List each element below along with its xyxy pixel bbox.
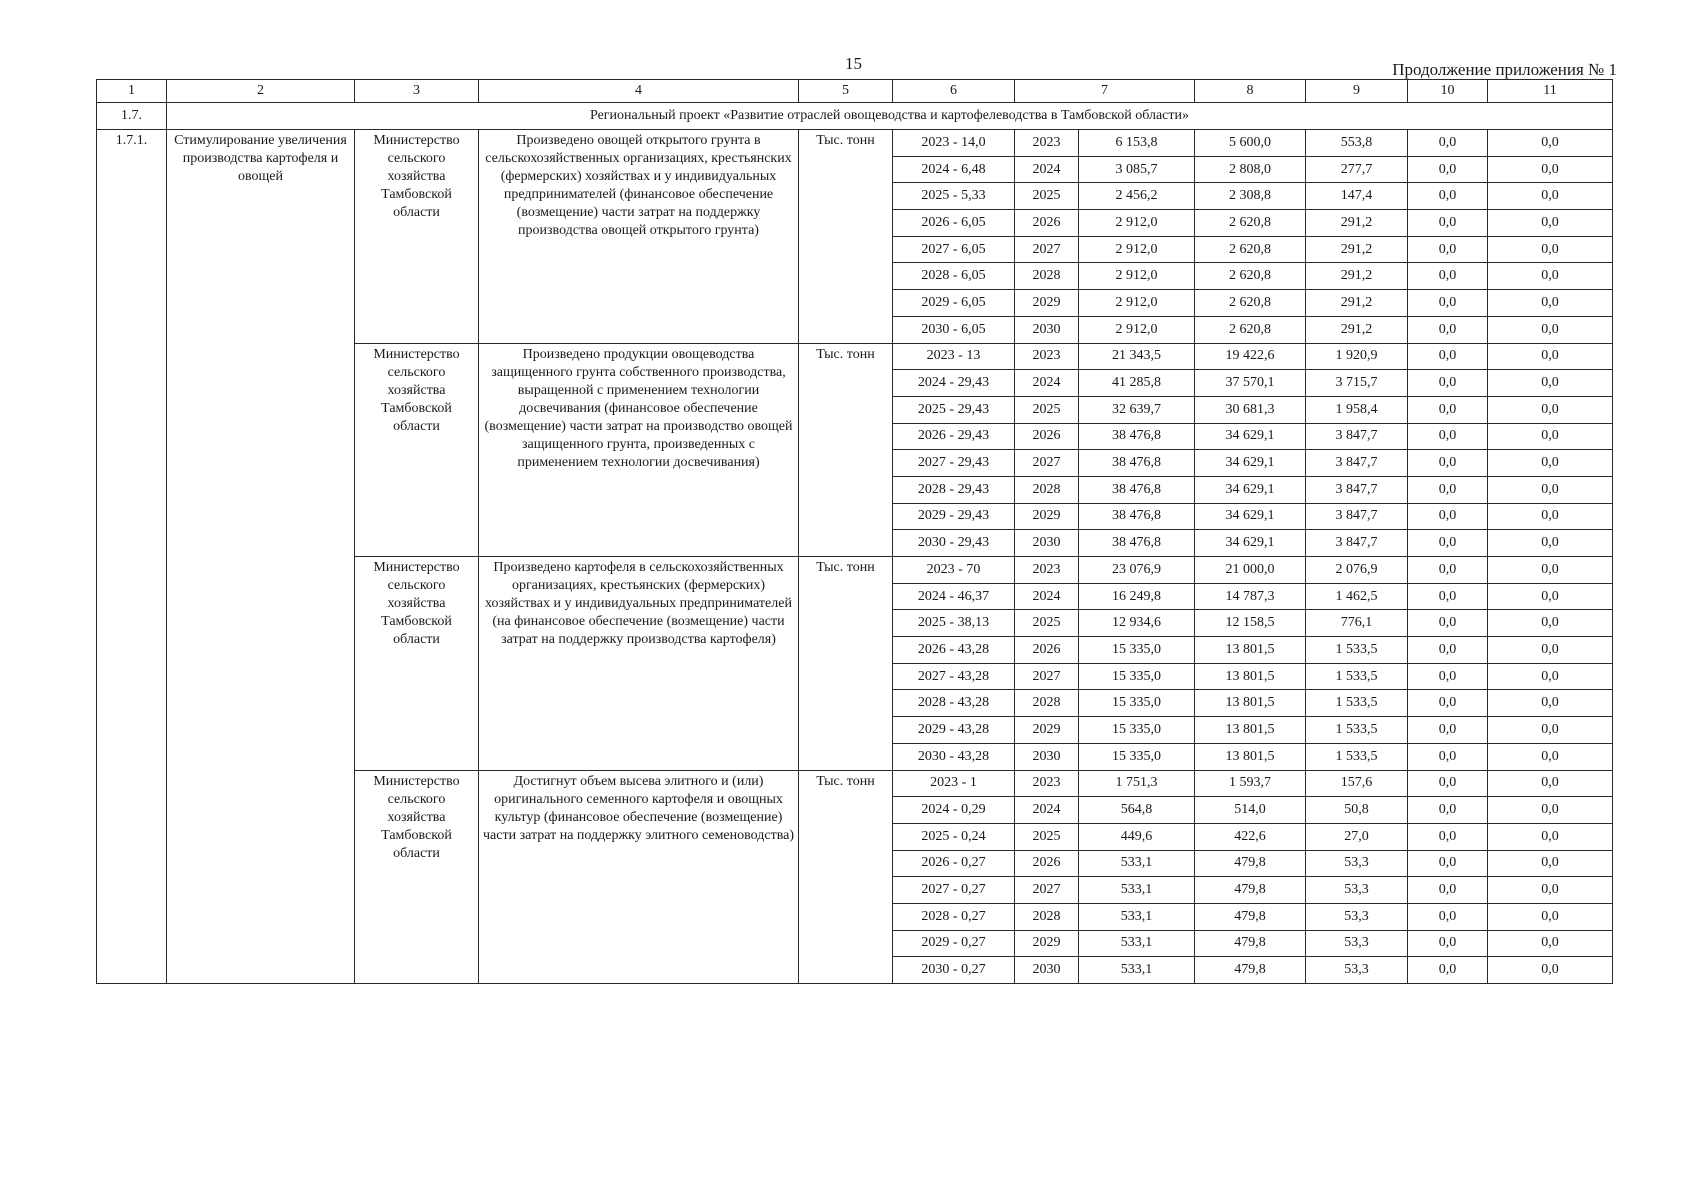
regional-cell: 1 920,9 [1306,343,1408,370]
target-cell: 2030 - 43,28 [893,743,1015,770]
year-cell: 2026 [1015,423,1079,450]
total-cell: 533,1 [1079,877,1195,904]
total-cell: 12 934,6 [1079,610,1195,637]
local-cell: 0,0 [1408,156,1488,183]
other-cell: 0,0 [1488,476,1613,503]
section-row [97,103,1613,130]
target-cell: 2025 - 0,24 [893,823,1015,850]
federal-cell: 37 570,1 [1195,370,1306,397]
continuation-label: Продолжение приложения № 1 [1392,60,1617,79]
other-cell: 0,0 [1488,690,1613,717]
year-cell: 2023 [1015,343,1079,370]
other-cell: 0,0 [1488,743,1613,770]
federal-cell: 479,8 [1195,877,1306,904]
local-cell: 0,0 [1408,396,1488,423]
executor-cell: Министерство сельского хозяйства Тамбовской области [355,557,479,771]
target-cell: 2024 - 6,48 [893,156,1015,183]
program-table [96,79,1613,984]
other-cell: 0,0 [1488,850,1613,877]
target-cell: 2023 - 13 [893,343,1015,370]
year-cell: 2023 [1015,557,1079,584]
local-cell: 0,0 [1408,316,1488,343]
total-cell: 38 476,8 [1079,450,1195,477]
local-cell: 0,0 [1408,797,1488,824]
indicator-cell: Достигнут объем высева элитного и (или) оригинального семенного картофеля и овощных культур (финансовое обеспечение (возмещение) части затрат на поддержку элитного семеноводства) [479,770,799,984]
year-cell: 2023 [1015,770,1079,797]
total-cell: 533,1 [1079,850,1195,877]
total-cell: 15 335,0 [1079,663,1195,690]
target-cell: 2030 - 29,43 [893,530,1015,557]
unit-cell: Тыс. тонн [799,770,893,984]
local-cell: 0,0 [1408,583,1488,610]
federal-cell: 2 620,8 [1195,236,1306,263]
year-cell: 2029 [1015,930,1079,957]
other-cell: 0,0 [1488,770,1613,797]
federal-cell: 34 629,1 [1195,476,1306,503]
federal-cell: 14 787,3 [1195,583,1306,610]
year-cell: 2028 [1015,263,1079,290]
year-cell: 2027 [1015,877,1079,904]
federal-cell: 514,0 [1195,797,1306,824]
other-cell: 0,0 [1488,316,1613,343]
total-cell: 16 249,8 [1079,583,1195,610]
regional-cell: 291,2 [1306,263,1408,290]
year-cell: 2026 [1015,850,1079,877]
federal-cell: 2 620,8 [1195,210,1306,237]
other-cell: 0,0 [1488,823,1613,850]
header-cell: 3 [355,80,479,103]
year-cell: 2024 [1015,583,1079,610]
local-cell: 0,0 [1408,343,1488,370]
federal-cell: 479,8 [1195,850,1306,877]
year-cell: 2026 [1015,210,1079,237]
target-cell: 2026 - 0,27 [893,850,1015,877]
unit-cell: Тыс. тонн [799,343,893,557]
local-cell: 0,0 [1408,530,1488,557]
item-name: Стимулирование увеличения производства картофеля и овощей [167,130,355,984]
local-cell: 0,0 [1408,610,1488,637]
regional-cell: 53,3 [1306,850,1408,877]
total-cell: 564,8 [1079,797,1195,824]
federal-cell: 422,6 [1195,823,1306,850]
federal-cell: 13 801,5 [1195,663,1306,690]
local-cell: 0,0 [1408,236,1488,263]
executor-cell: Министерство сельского хозяйства Тамбовской области [355,770,479,984]
federal-cell: 479,8 [1195,903,1306,930]
total-cell: 15 335,0 [1079,637,1195,664]
other-cell: 0,0 [1488,637,1613,664]
total-cell: 38 476,8 [1079,530,1195,557]
regional-cell: 2 076,9 [1306,557,1408,584]
local-cell: 0,0 [1408,690,1488,717]
year-cell: 2024 [1015,370,1079,397]
federal-cell: 13 801,5 [1195,743,1306,770]
indicator-cell: Произведено продукции овощеводства защищенного грунта собственного производства, выращенной с применением технологии досвечивания (финансовое обеспечение (возмещение) части затрат на производство овощей защищенного грунта, произведенных с применением технологии досвечивания) [479,343,799,557]
total-cell: 38 476,8 [1079,503,1195,530]
header-cell: 1 [97,80,167,103]
total-cell: 2 912,0 [1079,210,1195,237]
target-cell: 2027 - 0,27 [893,877,1015,904]
local-cell: 0,0 [1408,503,1488,530]
year-cell: 2030 [1015,316,1079,343]
total-cell: 2 912,0 [1079,316,1195,343]
year-cell: 2028 [1015,903,1079,930]
header-cell: 8 [1195,80,1306,103]
local-cell: 0,0 [1408,637,1488,664]
total-cell: 38 476,8 [1079,423,1195,450]
total-cell: 2 912,0 [1079,236,1195,263]
year-cell: 2028 [1015,690,1079,717]
other-cell: 0,0 [1488,210,1613,237]
year-cell: 2023 [1015,130,1079,157]
other-cell: 0,0 [1488,610,1613,637]
federal-cell: 2 620,8 [1195,263,1306,290]
federal-cell: 34 629,1 [1195,450,1306,477]
local-cell: 0,0 [1408,210,1488,237]
target-cell: 2030 - 0,27 [893,957,1015,984]
total-cell: 23 076,9 [1079,557,1195,584]
total-cell: 15 335,0 [1079,743,1195,770]
year-cell: 2030 [1015,530,1079,557]
regional-cell: 1 958,4 [1306,396,1408,423]
federal-cell: 2 808,0 [1195,156,1306,183]
federal-cell: 479,8 [1195,957,1306,984]
total-cell: 3 085,7 [1079,156,1195,183]
other-cell: 0,0 [1488,370,1613,397]
regional-cell: 1 533,5 [1306,637,1408,664]
target-cell: 2025 - 29,43 [893,396,1015,423]
federal-cell: 34 629,1 [1195,423,1306,450]
header-cell: 5 [799,80,893,103]
other-cell: 0,0 [1488,263,1613,290]
total-cell: 15 335,0 [1079,690,1195,717]
total-cell: 2 456,2 [1079,183,1195,210]
header-row [97,80,1613,103]
year-cell: 2024 [1015,797,1079,824]
other-cell: 0,0 [1488,343,1613,370]
other-cell: 0,0 [1488,583,1613,610]
regional-cell: 1 533,5 [1306,717,1408,744]
federal-cell: 2 308,8 [1195,183,1306,210]
federal-cell: 34 629,1 [1195,503,1306,530]
target-cell: 2023 - 14,0 [893,130,1015,157]
target-cell: 2029 - 6,05 [893,290,1015,317]
total-cell: 533,1 [1079,903,1195,930]
target-cell: 2030 - 6,05 [893,316,1015,343]
year-cell: 2029 [1015,503,1079,530]
indicator-cell: Произведено овощей открытого грунта в сельскохозяйственных организациях, крестьянских (фермерских) хозяйствах и у индивидуальных предпринимателей (финансовое обеспечение (возмещение) части затрат на поддержку производства овощей открытого грунта) [479,130,799,344]
header-cell: 10 [1408,80,1488,103]
year-cell: 2026 [1015,637,1079,664]
table-row [97,130,1613,157]
target-cell: 2028 - 0,27 [893,903,1015,930]
other-cell: 0,0 [1488,396,1613,423]
local-cell: 0,0 [1408,903,1488,930]
regional-cell: 3 847,7 [1306,450,1408,477]
regional-cell: 53,3 [1306,903,1408,930]
other-cell: 0,0 [1488,957,1613,984]
other-cell: 0,0 [1488,557,1613,584]
regional-cell: 3 847,7 [1306,423,1408,450]
other-cell: 0,0 [1488,930,1613,957]
local-cell: 0,0 [1408,290,1488,317]
other-cell: 0,0 [1488,903,1613,930]
target-cell: 2026 - 29,43 [893,423,1015,450]
federal-cell: 1 593,7 [1195,770,1306,797]
other-cell: 0,0 [1488,877,1613,904]
federal-cell: 479,8 [1195,930,1306,957]
regional-cell: 291,2 [1306,236,1408,263]
regional-cell: 1 533,5 [1306,743,1408,770]
regional-cell: 3 715,7 [1306,370,1408,397]
target-cell: 2027 - 43,28 [893,663,1015,690]
header-cell: 6 [893,80,1015,103]
federal-cell: 2 620,8 [1195,290,1306,317]
regional-cell: 53,3 [1306,930,1408,957]
regional-cell: 147,4 [1306,183,1408,210]
year-cell: 2025 [1015,823,1079,850]
regional-cell: 291,2 [1306,316,1408,343]
section-title: Региональный проект «Развитие отраслей овощеводства и картофелеводства в Тамбовской области» [167,103,1613,130]
target-cell: 2028 - 43,28 [893,690,1015,717]
unit-cell: Тыс. тонн [799,130,893,344]
other-cell: 0,0 [1488,183,1613,210]
regional-cell: 291,2 [1306,210,1408,237]
local-cell: 0,0 [1408,370,1488,397]
federal-cell: 30 681,3 [1195,396,1306,423]
target-cell: 2026 - 6,05 [893,210,1015,237]
target-cell: 2027 - 6,05 [893,236,1015,263]
target-cell: 2026 - 43,28 [893,637,1015,664]
section-code: 1.7. [97,103,167,130]
target-cell: 2029 - 43,28 [893,717,1015,744]
other-cell: 0,0 [1488,503,1613,530]
other-cell: 0,0 [1488,156,1613,183]
year-cell: 2025 [1015,610,1079,637]
federal-cell: 13 801,5 [1195,637,1306,664]
regional-cell: 277,7 [1306,156,1408,183]
total-cell: 15 335,0 [1079,717,1195,744]
year-cell: 2028 [1015,476,1079,503]
regional-cell: 1 533,5 [1306,690,1408,717]
executor-cell: Министерство сельского хозяйства Тамбовской области [355,130,479,344]
target-cell: 2024 - 29,43 [893,370,1015,397]
year-cell: 2027 [1015,236,1079,263]
total-cell: 6 153,8 [1079,130,1195,157]
unit-cell: Тыс. тонн [799,557,893,771]
regional-cell: 53,3 [1306,957,1408,984]
regional-cell: 27,0 [1306,823,1408,850]
year-cell: 2024 [1015,156,1079,183]
header-cell: 11 [1488,80,1613,103]
local-cell: 0,0 [1408,450,1488,477]
total-cell: 38 476,8 [1079,476,1195,503]
regional-cell: 776,1 [1306,610,1408,637]
local-cell: 0,0 [1408,877,1488,904]
header-cell: 2 [167,80,355,103]
local-cell: 0,0 [1408,423,1488,450]
local-cell: 0,0 [1408,717,1488,744]
local-cell: 0,0 [1408,130,1488,157]
target-cell: 2027 - 29,43 [893,450,1015,477]
federal-cell: 2 620,8 [1195,316,1306,343]
target-cell: 2025 - 38,13 [893,610,1015,637]
other-cell: 0,0 [1488,290,1613,317]
federal-cell: 5 600,0 [1195,130,1306,157]
target-cell: 2029 - 29,43 [893,503,1015,530]
total-cell: 1 751,3 [1079,770,1195,797]
other-cell: 0,0 [1488,423,1613,450]
local-cell: 0,0 [1408,263,1488,290]
year-cell: 2027 [1015,450,1079,477]
other-cell: 0,0 [1488,663,1613,690]
regional-cell: 53,3 [1306,877,1408,904]
target-cell: 2024 - 0,29 [893,797,1015,824]
target-cell: 2029 - 0,27 [893,930,1015,957]
header-cell: 7 [1015,80,1195,103]
executor-cell: Министерство сельского хозяйства Тамбовской области [355,343,479,557]
other-cell: 0,0 [1488,717,1613,744]
target-cell: 2028 - 6,05 [893,263,1015,290]
local-cell: 0,0 [1408,476,1488,503]
total-cell: 41 285,8 [1079,370,1195,397]
target-cell: 2023 - 1 [893,770,1015,797]
local-cell: 0,0 [1408,770,1488,797]
federal-cell: 13 801,5 [1195,690,1306,717]
local-cell: 0,0 [1408,743,1488,770]
local-cell: 0,0 [1408,957,1488,984]
total-cell: 21 343,5 [1079,343,1195,370]
total-cell: 32 639,7 [1079,396,1195,423]
regional-cell: 553,8 [1306,130,1408,157]
total-cell: 2 912,0 [1079,290,1195,317]
year-cell: 2027 [1015,663,1079,690]
other-cell: 0,0 [1488,236,1613,263]
local-cell: 0,0 [1408,183,1488,210]
other-cell: 0,0 [1488,797,1613,824]
regional-cell: 50,8 [1306,797,1408,824]
total-cell: 533,1 [1079,957,1195,984]
total-cell: 2 912,0 [1079,263,1195,290]
regional-cell: 157,6 [1306,770,1408,797]
header-cell: 9 [1306,80,1408,103]
target-cell: 2028 - 29,43 [893,476,1015,503]
federal-cell: 13 801,5 [1195,717,1306,744]
target-cell: 2024 - 46,37 [893,583,1015,610]
regional-cell: 291,2 [1306,290,1408,317]
year-cell: 2029 [1015,290,1079,317]
year-cell: 2030 [1015,957,1079,984]
other-cell: 0,0 [1488,530,1613,557]
regional-cell: 3 847,7 [1306,476,1408,503]
year-cell: 2025 [1015,183,1079,210]
year-cell: 2025 [1015,396,1079,423]
regional-cell: 1 462,5 [1306,583,1408,610]
total-cell: 449,6 [1079,823,1195,850]
target-cell: 2023 - 70 [893,557,1015,584]
local-cell: 0,0 [1408,823,1488,850]
federal-cell: 21 000,0 [1195,557,1306,584]
regional-cell: 3 847,7 [1306,530,1408,557]
year-cell: 2030 [1015,743,1079,770]
year-cell: 2029 [1015,717,1079,744]
total-cell: 533,1 [1079,930,1195,957]
header-cell: 4 [479,80,799,103]
target-cell: 2025 - 5,33 [893,183,1015,210]
local-cell: 0,0 [1408,557,1488,584]
federal-cell: 12 158,5 [1195,610,1306,637]
regional-cell: 1 533,5 [1306,663,1408,690]
local-cell: 0,0 [1408,850,1488,877]
item-code: 1.7.1. [97,130,167,984]
regional-cell: 3 847,7 [1306,503,1408,530]
page-number: 15 [845,54,862,73]
federal-cell: 19 422,6 [1195,343,1306,370]
other-cell: 0,0 [1488,450,1613,477]
local-cell: 0,0 [1408,663,1488,690]
other-cell: 0,0 [1488,130,1613,157]
indicator-cell: Произведено картофеля в сельскохозяйственных организациях, крестьянских (фермерских) хозяйствах и у индивидуальных предпринимателей (на финансовое обеспечение (возмещение) части затрат на поддержку производства картофеля) [479,557,799,771]
local-cell: 0,0 [1408,930,1488,957]
federal-cell: 34 629,1 [1195,530,1306,557]
